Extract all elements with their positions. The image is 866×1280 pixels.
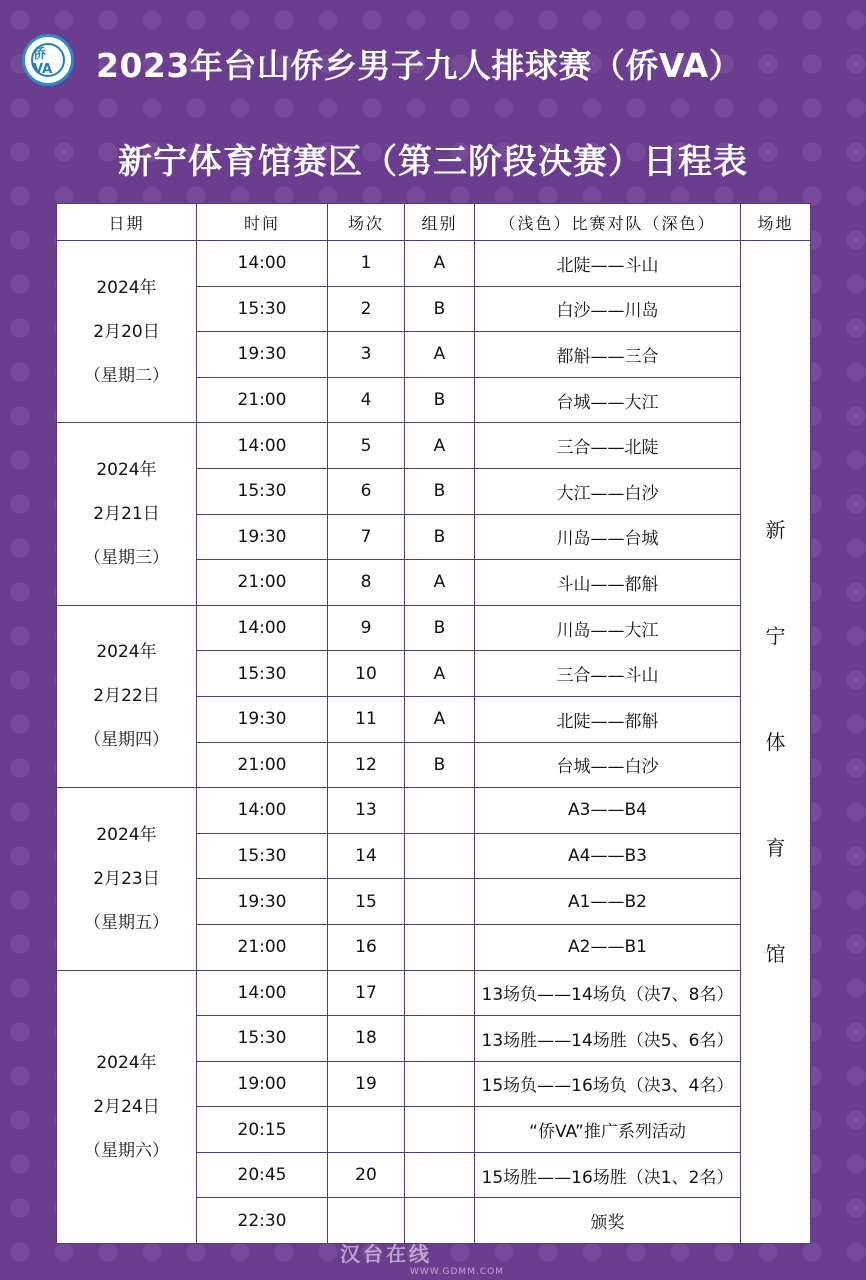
group-cell: B bbox=[405, 377, 475, 423]
date-year: 2024年 bbox=[96, 1052, 157, 1073]
logo bbox=[22, 34, 74, 86]
date-weekday: （星期三） bbox=[84, 548, 169, 569]
match-no-cell: 14 bbox=[328, 833, 405, 879]
group-cell bbox=[405, 970, 475, 1016]
date-date: 2月22日 bbox=[93, 686, 160, 707]
group-cell bbox=[405, 924, 475, 970]
date-date: 2月24日 bbox=[93, 1096, 160, 1117]
teams-cell: 13场负——14场负（决7、8名） bbox=[475, 970, 741, 1016]
group-cell: A bbox=[405, 696, 475, 742]
group-cell: A bbox=[405, 423, 475, 469]
page-title: 2023年台山侨乡男子九人排球赛（侨VA） bbox=[96, 46, 743, 85]
time-cell: 14:00 bbox=[197, 970, 328, 1016]
col-header-group: 组别 bbox=[405, 204, 475, 241]
date-cell bbox=[57, 241, 197, 423]
date-cell bbox=[57, 788, 197, 970]
match-no-cell: 8 bbox=[328, 560, 405, 606]
group-cell: B bbox=[405, 605, 475, 651]
date-date: 2月21日 bbox=[93, 504, 160, 525]
teams-cell: 15场负——16场负（决3、4名） bbox=[475, 1061, 741, 1107]
group-cell: A bbox=[405, 560, 475, 606]
time-cell: 22:30 bbox=[197, 1198, 328, 1244]
teams-cell: 大江——白沙 bbox=[475, 468, 741, 514]
table-row bbox=[57, 423, 811, 469]
time-cell: 20:45 bbox=[197, 1152, 328, 1198]
table-row bbox=[57, 970, 811, 1016]
teams-cell: 13场胜——14场胜（决5、6名） bbox=[475, 1016, 741, 1062]
match-no-cell: 19 bbox=[328, 1061, 405, 1107]
teams-cell: 都斛——三合 bbox=[475, 332, 741, 378]
time-cell: 19:00 bbox=[197, 1061, 328, 1107]
page-subtitle: 新宁体育馆赛区（第三阶段决赛）日程表 bbox=[118, 142, 748, 182]
match-no-cell: 6 bbox=[328, 468, 405, 514]
date-cell bbox=[57, 970, 197, 1244]
group-cell bbox=[405, 833, 475, 879]
venue-char: 体 bbox=[765, 730, 786, 755]
col-header-match-no: 场次 bbox=[328, 204, 405, 241]
match-no-cell: 17 bbox=[328, 970, 405, 1016]
time-cell: 19:30 bbox=[197, 879, 328, 925]
watermark-url: WWW.GDMM.COM bbox=[410, 1267, 504, 1277]
match-no-cell: 18 bbox=[328, 1016, 405, 1062]
teams-cell: 三合——北陡 bbox=[475, 423, 741, 469]
teams-cell: 北陡——都斛 bbox=[475, 696, 741, 742]
time-cell: 15:30 bbox=[197, 286, 328, 332]
match-no-cell: 20 bbox=[328, 1152, 405, 1198]
group-cell bbox=[405, 1061, 475, 1107]
match-no-cell: 13 bbox=[328, 788, 405, 834]
date-year: 2024年 bbox=[96, 824, 157, 845]
teams-cell: A1——B2 bbox=[475, 879, 741, 925]
group-cell: A bbox=[405, 241, 475, 287]
time-cell: 20:15 bbox=[197, 1107, 328, 1153]
date-weekday: （星期五） bbox=[84, 912, 169, 933]
match-no-cell: 12 bbox=[328, 742, 405, 788]
date-cell bbox=[57, 423, 197, 605]
time-cell: 19:30 bbox=[197, 332, 328, 378]
group-cell bbox=[405, 1198, 475, 1244]
col-header-time: 时间 bbox=[197, 204, 328, 241]
match-no-cell: 15 bbox=[328, 879, 405, 925]
time-cell: 15:30 bbox=[197, 468, 328, 514]
watermark bbox=[340, 1238, 504, 1277]
match-no-cell: 9 bbox=[328, 605, 405, 651]
match-no-cell bbox=[328, 1198, 405, 1244]
match-no-cell: 7 bbox=[328, 514, 405, 560]
date-weekday: （星期二） bbox=[84, 365, 169, 386]
teams-cell: 台城——大江 bbox=[475, 377, 741, 423]
time-cell: 19:30 bbox=[197, 514, 328, 560]
teams-cell: 北陡——斗山 bbox=[475, 241, 741, 287]
group-cell: A bbox=[405, 332, 475, 378]
time-cell: 14:00 bbox=[197, 605, 328, 651]
table-row bbox=[57, 605, 811, 651]
time-cell: 19:30 bbox=[197, 696, 328, 742]
col-header-date: 日期 bbox=[57, 204, 197, 241]
group-cell bbox=[405, 879, 475, 925]
match-no-cell: 3 bbox=[328, 332, 405, 378]
group-cell bbox=[405, 1107, 475, 1153]
date-year: 2024年 bbox=[96, 642, 157, 663]
table-header-row bbox=[57, 204, 811, 241]
group-cell: A bbox=[405, 651, 475, 697]
table-row bbox=[57, 788, 811, 834]
match-no-cell bbox=[328, 1107, 405, 1153]
time-cell: 15:30 bbox=[197, 833, 328, 879]
teams-cell: 川岛——台城 bbox=[475, 514, 741, 560]
match-no-cell: 10 bbox=[328, 651, 405, 697]
teams-cell: “侨VA”推广系列活动 bbox=[475, 1107, 741, 1153]
group-cell: B bbox=[405, 286, 475, 332]
teams-cell: 斗山——都斛 bbox=[475, 560, 741, 606]
group-cell bbox=[405, 1016, 475, 1062]
venue-cell bbox=[741, 241, 811, 1244]
time-cell: 14:00 bbox=[197, 788, 328, 834]
teams-cell: 15场胜——16场胜（决1、2名） bbox=[475, 1152, 741, 1198]
venue-char: 新 bbox=[765, 518, 786, 543]
date-date: 2月23日 bbox=[93, 868, 160, 889]
time-cell: 21:00 bbox=[197, 742, 328, 788]
teams-cell: 颁奖 bbox=[475, 1198, 741, 1244]
teams-cell: 白沙——川岛 bbox=[475, 286, 741, 332]
venue-char: 宁 bbox=[765, 624, 786, 649]
date-date: 2月20日 bbox=[93, 321, 160, 342]
venue-char: 育 bbox=[765, 836, 786, 861]
date-year: 2024年 bbox=[96, 460, 157, 481]
teams-cell: 三合——斗山 bbox=[475, 651, 741, 697]
match-no-cell: 16 bbox=[328, 924, 405, 970]
teams-cell: A3——B4 bbox=[475, 788, 741, 834]
time-cell: 21:00 bbox=[197, 560, 328, 606]
time-cell: 14:00 bbox=[197, 241, 328, 287]
watermark-text: 汉台在线 bbox=[340, 1242, 432, 1266]
group-cell: B bbox=[405, 514, 475, 560]
match-no-cell: 5 bbox=[328, 423, 405, 469]
table-row bbox=[57, 241, 811, 287]
date-cell bbox=[57, 605, 197, 787]
match-no-cell: 1 bbox=[328, 241, 405, 287]
group-cell: B bbox=[405, 742, 475, 788]
group-cell: B bbox=[405, 468, 475, 514]
time-cell: 21:00 bbox=[197, 924, 328, 970]
teams-cell: A2——B1 bbox=[475, 924, 741, 970]
group-cell bbox=[405, 1152, 475, 1198]
col-header-teams: （浅色）比赛对队（深色） bbox=[475, 204, 741, 241]
schedule-table bbox=[56, 203, 811, 1244]
time-cell: 15:30 bbox=[197, 651, 328, 697]
match-no-cell: 4 bbox=[328, 377, 405, 423]
date-weekday: （星期六） bbox=[84, 1140, 169, 1161]
match-no-cell: 2 bbox=[328, 286, 405, 332]
time-cell: 15:30 bbox=[197, 1016, 328, 1062]
date-year: 2024年 bbox=[96, 277, 157, 298]
match-no-cell: 11 bbox=[328, 696, 405, 742]
teams-cell: 台城——白沙 bbox=[475, 742, 741, 788]
col-header-venue: 场地 bbox=[741, 204, 811, 241]
venue-char: 馆 bbox=[765, 942, 786, 967]
logo-emblem: 侨VA bbox=[31, 43, 65, 77]
teams-cell: A4——B3 bbox=[475, 833, 741, 879]
date-weekday: （星期四） bbox=[84, 730, 169, 751]
time-cell: 14:00 bbox=[197, 423, 328, 469]
teams-cell: 川岛——大江 bbox=[475, 605, 741, 651]
time-cell: 21:00 bbox=[197, 377, 328, 423]
group-cell bbox=[405, 788, 475, 834]
